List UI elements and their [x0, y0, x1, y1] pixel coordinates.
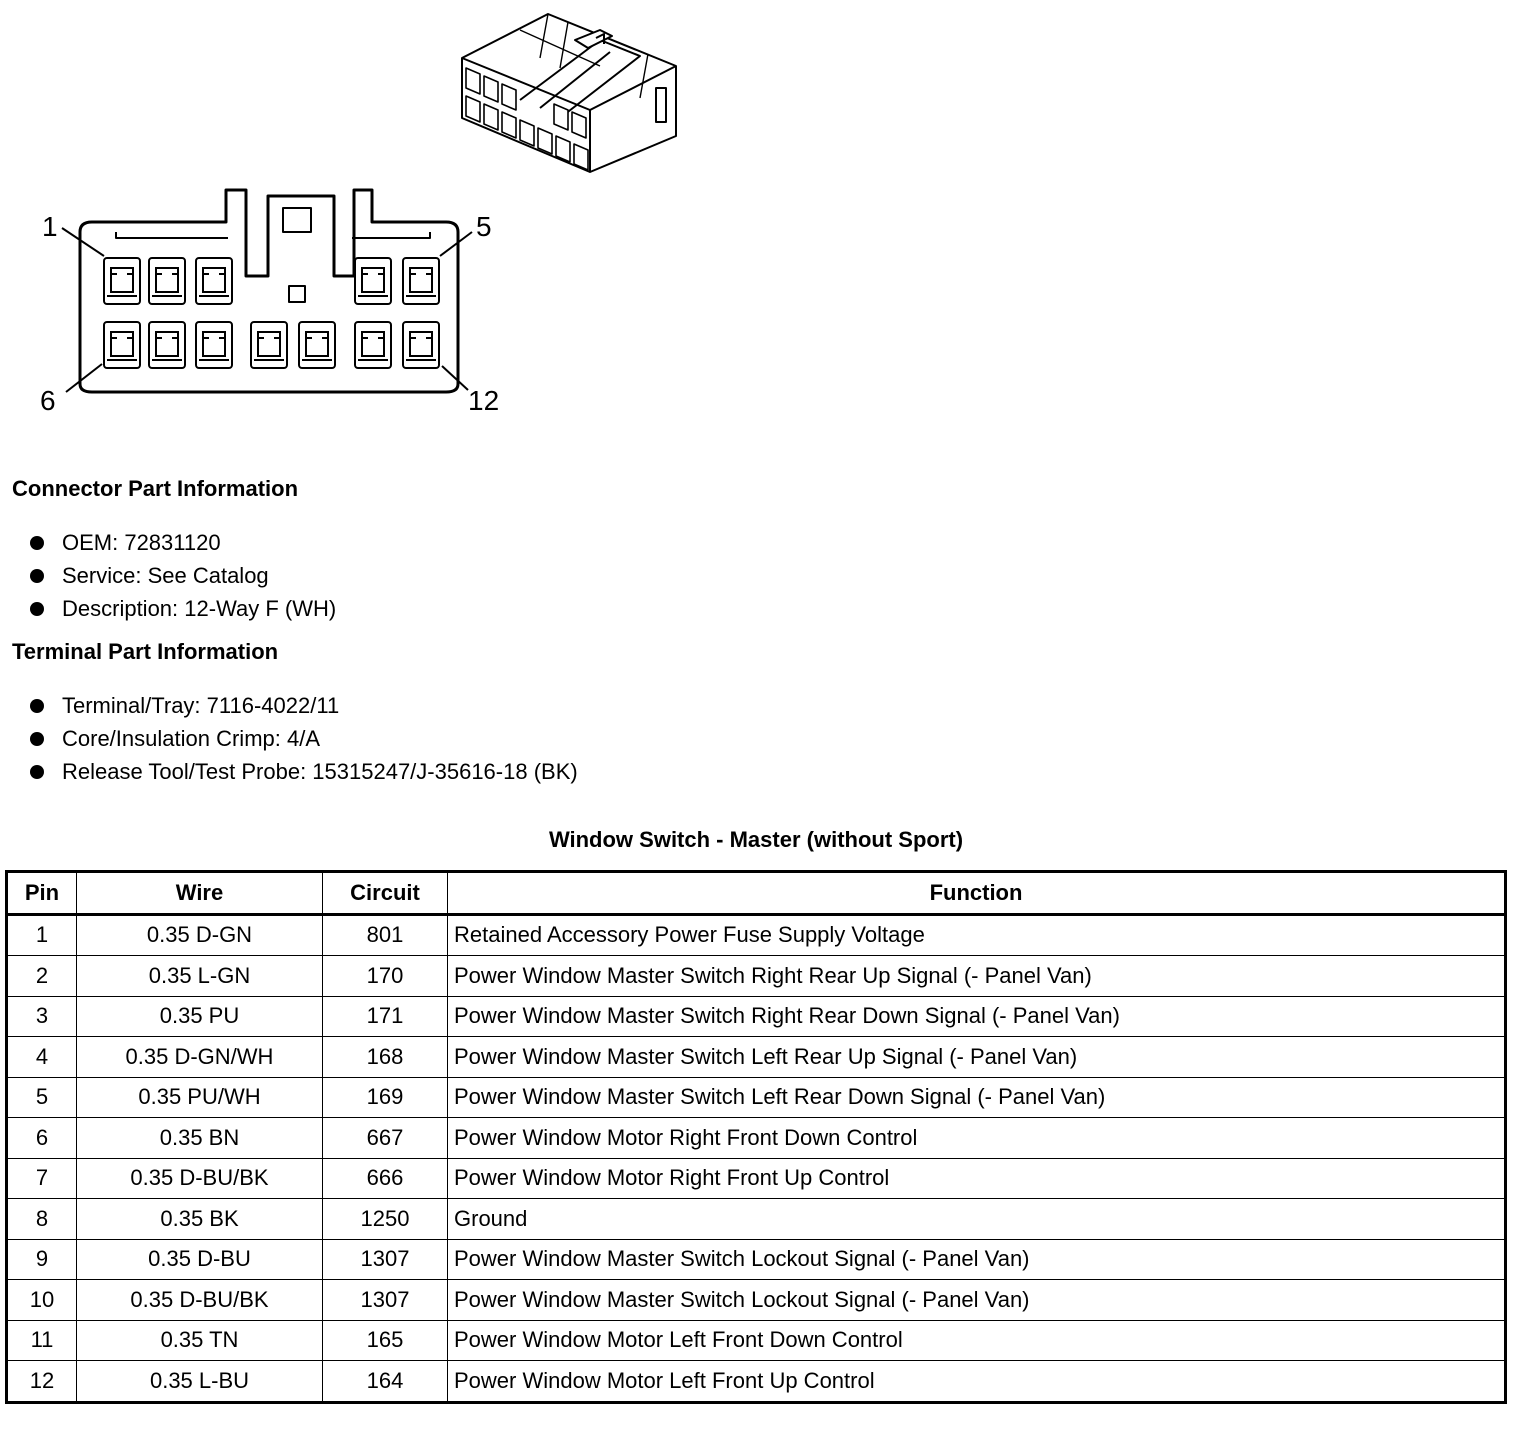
connector-info-title: Connector Part Information — [12, 476, 299, 501]
cell-circuit: 168 — [323, 1037, 448, 1078]
table-row — [7, 956, 1506, 997]
table-row — [7, 1118, 1506, 1159]
cell-circuit: 801 — [323, 914, 448, 956]
cell-pin: 4 — [7, 1037, 77, 1078]
terminal-cavity — [355, 258, 391, 304]
cell-wire: 0.35 TN — [77, 1320, 323, 1361]
table-row — [7, 1037, 1506, 1078]
cell-wire: 0.35 BK — [77, 1199, 323, 1240]
table-header-row — [7, 872, 1506, 915]
cell-wire: 0.35 PU — [77, 996, 323, 1037]
cell-circuit: 164 — [323, 1361, 448, 1403]
cell-pin: 10 — [7, 1280, 77, 1321]
connector-3d-view — [462, 14, 676, 172]
table-title: Window Switch - Master (without Sport) — [548, 827, 964, 852]
header-function: Function — [448, 872, 1506, 915]
table-row — [7, 1239, 1506, 1280]
cell-function: Power Window Master Switch Lockout Signal (- Panel Van) — [448, 1280, 1506, 1321]
table-row — [7, 914, 1506, 956]
cell-circuit: 1307 — [323, 1239, 448, 1280]
list-item: Release Tool/Test Probe: 15315247/J-35616-18 (BK) — [30, 757, 578, 790]
cell-circuit: 1250 — [323, 1199, 448, 1240]
list-item: Terminal/Tray: 7116-4022/11 — [30, 691, 578, 724]
cell-pin: 11 — [7, 1320, 77, 1361]
cell-wire: 0.35 D-BU/BK — [77, 1158, 323, 1199]
cell-function: Power Window Master Switch Right Rear Up Signal (- Panel Van) — [448, 956, 1506, 997]
cell-wire: 0.35 L-GN — [77, 956, 323, 997]
cell-function: Power Window Motor Left Front Down Control — [448, 1320, 1506, 1361]
cell-wire: 0.35 L-BU — [77, 1361, 323, 1403]
cell-pin: 12 — [7, 1361, 77, 1403]
pinout-table — [5, 870, 1507, 1404]
terminal-cavity — [251, 322, 287, 368]
cell-function: Power Window Motor Right Front Down Control — [448, 1118, 1506, 1159]
cell-circuit: 170 — [323, 956, 448, 997]
cell-pin: 8 — [7, 1199, 77, 1240]
table-row — [7, 1077, 1506, 1118]
cell-function: Power Window Motor Left Front Up Control — [448, 1361, 1506, 1403]
table-body — [7, 914, 1506, 1402]
terminal-info-list — [30, 691, 578, 790]
cell-function: Retained Accessory Power Fuse Supply Voltage — [448, 914, 1506, 956]
terminal-cavity — [104, 322, 140, 368]
terminal-cavity — [149, 258, 185, 304]
cell-function: Power Window Master Switch Left Rear Up Signal (- Panel Van) — [448, 1037, 1506, 1078]
cell-pin: 5 — [7, 1077, 77, 1118]
list-item: Service: See Catalog — [30, 561, 336, 594]
cell-function: Ground — [448, 1199, 1506, 1240]
table-row — [7, 996, 1506, 1037]
pin-label-6: 6 — [40, 385, 56, 416]
cell-pin: 7 — [7, 1158, 77, 1199]
list-item: Description: 12-Way F (WH) — [30, 594, 336, 627]
cell-pin: 2 — [7, 956, 77, 997]
connector-diagram — [0, 0, 1520, 460]
terminal-info-title: Terminal Part Information — [12, 639, 279, 664]
bullet-icon — [30, 569, 44, 583]
terminal-cavity — [299, 322, 335, 368]
cell-wire: 0.35 D-GN/WH — [77, 1037, 323, 1078]
cell-function: Power Window Master Switch Left Rear Down Signal (- Panel Van) — [448, 1077, 1506, 1118]
cell-function: Power Window Motor Right Front Up Control — [448, 1158, 1506, 1199]
terminal-cavity — [196, 258, 232, 304]
header-wire: Wire — [77, 872, 323, 915]
bullet-icon — [30, 765, 44, 779]
header-circuit: Circuit — [323, 872, 448, 915]
cell-circuit: 666 — [323, 1158, 448, 1199]
pin-label-12: 12 — [468, 385, 500, 416]
cell-pin: 9 — [7, 1239, 77, 1280]
connector-info-list — [30, 528, 336, 627]
table-row — [7, 1158, 1506, 1199]
cell-wire: 0.35 D-BU — [77, 1239, 323, 1280]
cell-pin: 6 — [7, 1118, 77, 1159]
bullet-icon — [30, 699, 44, 713]
cell-circuit: 171 — [323, 996, 448, 1037]
cell-pin: 3 — [7, 996, 77, 1037]
connector-cavities — [104, 258, 439, 368]
bullet-icon — [30, 536, 44, 550]
table-row — [7, 1199, 1506, 1240]
cell-wire: 0.35 D-GN — [77, 914, 323, 956]
cell-circuit: 165 — [323, 1320, 448, 1361]
header-pin: Pin — [7, 872, 77, 915]
cell-function: Power Window Master Switch Lockout Signal (- Panel Van) — [448, 1239, 1506, 1280]
terminal-cavity — [403, 322, 439, 368]
list-item: Core/Insulation Crimp: 4/A — [30, 724, 578, 757]
cell-function: Power Window Master Switch Right Rear Down Signal (- Panel Van) — [448, 996, 1506, 1037]
cell-wire: 0.35 D-BU/BK — [77, 1280, 323, 1321]
terminal-cavity — [149, 322, 185, 368]
table-row — [7, 1361, 1506, 1403]
pin-label-5: 5 — [476, 211, 492, 242]
connector-front-view — [80, 190, 458, 392]
cell-circuit: 169 — [323, 1077, 448, 1118]
terminal-cavity — [355, 322, 391, 368]
table-row — [7, 1320, 1506, 1361]
bullet-icon — [30, 732, 44, 746]
terminal-cavity — [104, 258, 140, 304]
terminal-cavity — [196, 322, 232, 368]
cell-circuit: 667 — [323, 1118, 448, 1159]
cell-wire: 0.35 PU/WH — [77, 1077, 323, 1118]
cell-pin: 1 — [7, 914, 77, 956]
cell-circuit: 1307 — [323, 1280, 448, 1321]
list-item: OEM: 72831120 — [30, 528, 336, 561]
table-row — [7, 1280, 1506, 1321]
pin-label-1: 1 — [42, 211, 58, 242]
cell-wire: 0.35 BN — [77, 1118, 323, 1159]
terminal-cavity — [403, 258, 439, 304]
bullet-icon — [30, 602, 44, 616]
